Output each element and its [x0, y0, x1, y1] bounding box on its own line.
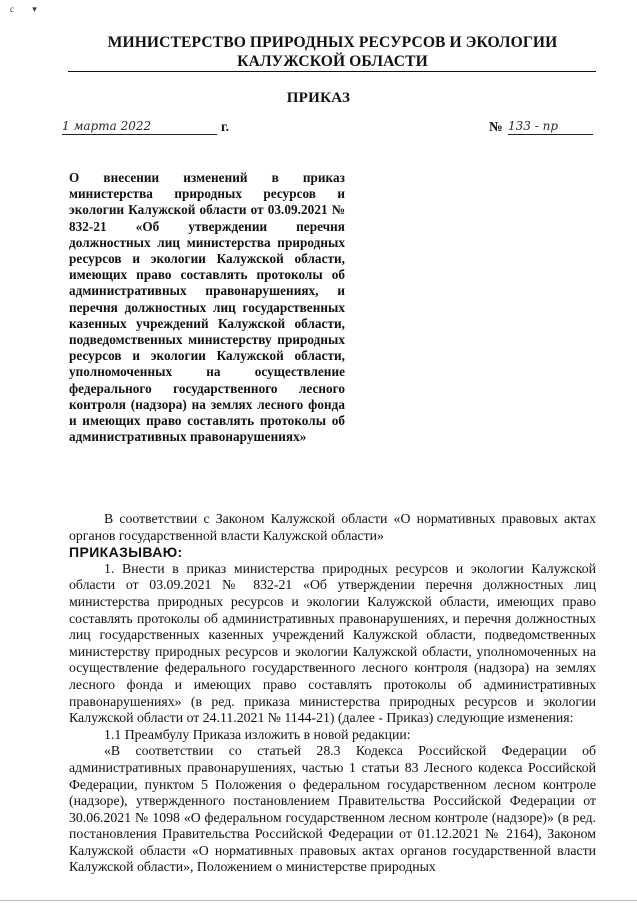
preamble-paragraph: В соответствии с Законом Калужской области «О нормативных правовых актах органов государственной власти Калужской области»	[69, 511, 596, 543]
item-1-1-paragraph: 1.1 Преамбулу Приказа изложить в новой редакции:	[104, 726, 411, 742]
order-word: ПРИКАЗЫВАЮ:	[69, 544, 183, 561]
ministry-name-line2: КАЛУЖСКОЙ ОБЛАСТИ	[237, 53, 428, 70]
handwritten-number: 133 - пр	[508, 118, 593, 135]
item-1-paragraph: 1. Внести в приказ министерства природных ресурсов и экологии Калужской области от 03.09.2021 № 832-21 «Об утверждении перечня должностных лиц министерства природных ресурсов и экологии Калужской области, имеющих право составлять протоколы об административных правонарушениях, и перечня должностных лиц государственных казенных учреждений Калужской области, подведомственных министерству природных ресурсов и экологии Калужской области, уполномоченных на осуществление федерального государственного лесного контроля (надзора) на землях лесного фонда и имеющих право составлять протоколы об административных правонарушениях» (в ред. приказа министерства природных ресурсов и экологии Калужской области от 24.11.2021 № 1144-21) (далее - Приказ) следующие изменения:	[69, 560, 596, 726]
order-subject: О внесении изменений в приказ министерства природных ресурсов и экологии Калужской области от 03.09.2021 № 832-21 «Об утверждении перечня должностных лиц министерства природных ресурсов и экологии Калужской области, имеющих право составлять протоколы об административных правонарушениях, и перечня должностных лиц государственных казенных учреждений Калужской области, подведомственных министерству природных ресурсов и экологии Калужской области, уполномоченных на осуществление федерального государственного лесного контроля (надзора) на землях лесного фонда и имеющих право составлять протоколы об административных правонарушениях»	[69, 170, 345, 445]
number-label: №	[489, 119, 503, 134]
page-bottom-edge	[0, 900, 637, 901]
ministry-header	[60, 33, 605, 71]
order-body	[69, 511, 596, 876]
handwritten-date: 1 марта 2022	[62, 119, 217, 135]
ministry-name-line1: МИНИСТЕРСТВО ПРИРОДНЫХ РЕСУРСОВ И ЭКОЛОГИИ	[107, 34, 558, 51]
corner-marks: с ▾	[10, 4, 45, 14]
header-rule	[68, 71, 596, 72]
date-suffix: г.	[221, 119, 229, 134]
document-type-title: ПРИКАЗ	[286, 90, 351, 106]
quoted-preamble-paragraph: «В соответствии со статьей 28.3 Кодекса Российской Федерации об административных правонарушениях, частью 1 статьи 83 Лесного кодекса Российской Федерации, пунктом 5 Положения о федеральном государственном лесном контроле (надзоре), утвержденного постановлением Правительства Российской Федерации от 30.06.2021 № 1098 «О федеральном государственном лесном контроле (надзоре)» (в ред. постановления Правительства Российской Федерации от 01.12.2021 № 2164), Законом Калужской области «О нормативных правовых актах органов государственной власти Калужской области», Положением о министерстве природных	[69, 743, 596, 875]
